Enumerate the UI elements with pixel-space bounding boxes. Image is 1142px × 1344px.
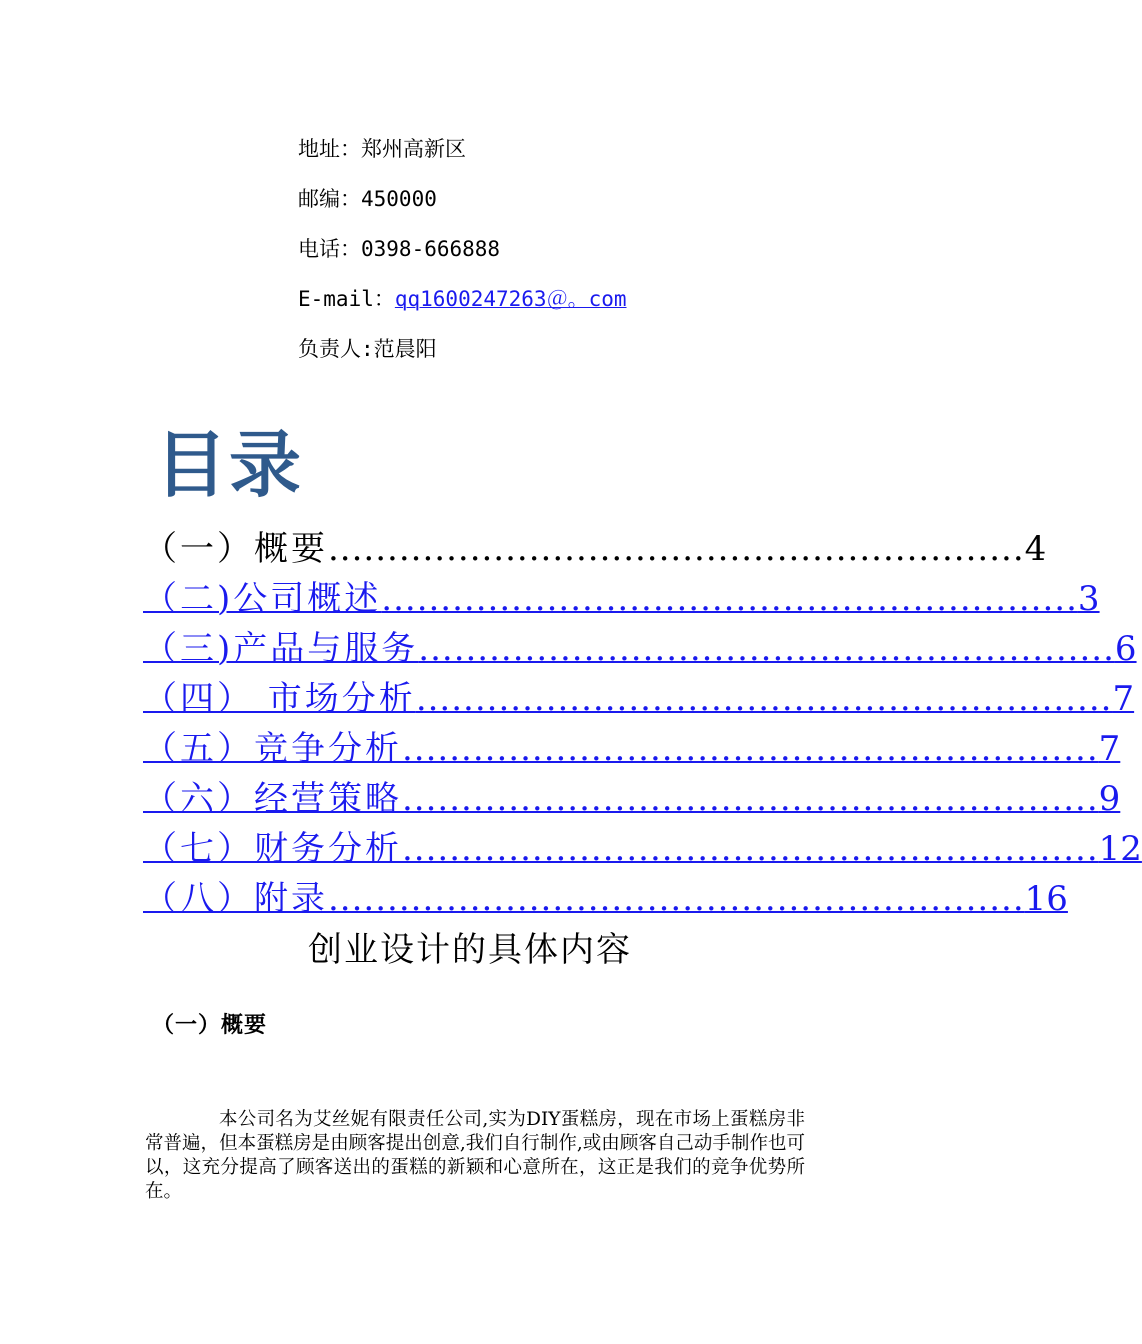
toc-entry-label: （一）概要 (143, 529, 328, 569)
toc-entry-label: （二)公司概述 (143, 579, 382, 619)
toc-entry-appendix[interactable] (143, 874, 1068, 924)
overview-paragraph: 本公司名为艾丝妮有限责任公司,实为DIY蛋糕房，现在市场上蛋糕房非常普遍，但本蛋糕房是由顾客提出创意,我们自行制作,或由顾客自己动手制作也可以，这充分提高了顾客送出的蛋糕的新颖和心意所在，这正是我们的竞争优势所在。 (145, 1109, 805, 1202)
toc-entry-label: （八）附录 (143, 879, 328, 919)
toc-entry-page: 3 (1077, 579, 1100, 619)
toc-entry-page: 6 (1114, 629, 1137, 669)
email-label: E-mail： (298, 287, 395, 311)
toc-entry-leader: ........................................................... (328, 529, 1025, 569)
toc-entry-page: 12 (1098, 829, 1142, 869)
phone-line: 电话：0398-666888 (298, 237, 501, 261)
overview-heading: （一）概要 (152, 1013, 268, 1038)
toc-entry-competition-analysis[interactable] (143, 724, 1121, 774)
toc-entry-page: 4 (1024, 529, 1047, 569)
toc-entry-products-services[interactable] (143, 624, 1137, 674)
toc-entry-leader: ........................................................... (381, 579, 1078, 619)
toc-entry-page: 16 (1024, 879, 1068, 919)
email-line (298, 280, 627, 330)
toc-entry-page: 7 (1112, 679, 1135, 719)
toc-entry-label: （六）经营策略 (143, 779, 402, 819)
section-title: 创业设计的具体内容 (308, 930, 632, 970)
toc-entry-leader: ........................................................... (418, 629, 1115, 669)
toc-entry-label: （五）竞争分析 (143, 729, 402, 769)
toc-title: 目录 (155, 423, 304, 507)
toc-entry-page: 9 (1098, 779, 1121, 819)
zip-line: 邮编：450000 (298, 187, 437, 211)
toc-entry-market-analysis[interactable] (143, 674, 1135, 724)
toc-entry-leader: ........................................................... (402, 729, 1099, 769)
contact-person-line: 负责人:范晨阳 (298, 337, 437, 361)
toc-entry-financial-analysis[interactable] (143, 824, 1142, 874)
email-link[interactable]: qq1600247263＠。com (394, 287, 627, 311)
toc-entry-company-overview[interactable] (143, 574, 1100, 624)
toc-entry-page: 7 (1098, 729, 1121, 769)
toc-entry-leader: ........................................................... (402, 829, 1099, 869)
toc-entry-leader: ........................................................... (415, 679, 1113, 719)
toc-entry-leader: ........................................................... (402, 779, 1099, 819)
toc-entry-leader: ........................................................... (328, 879, 1025, 919)
toc-entry-label: （三)产品与服务 (143, 629, 419, 669)
address-line: 地址：郑州高新区 (298, 137, 466, 161)
toc-entry-label: （七）财务分析 (143, 829, 402, 869)
toc-entry-label: （四） 市场分析 (143, 679, 416, 719)
contact-block (298, 130, 627, 380)
table-of-contents (143, 524, 1142, 924)
toc-entry-overview[interactable] (143, 524, 1047, 574)
toc-entry-business-strategy[interactable] (143, 774, 1121, 824)
